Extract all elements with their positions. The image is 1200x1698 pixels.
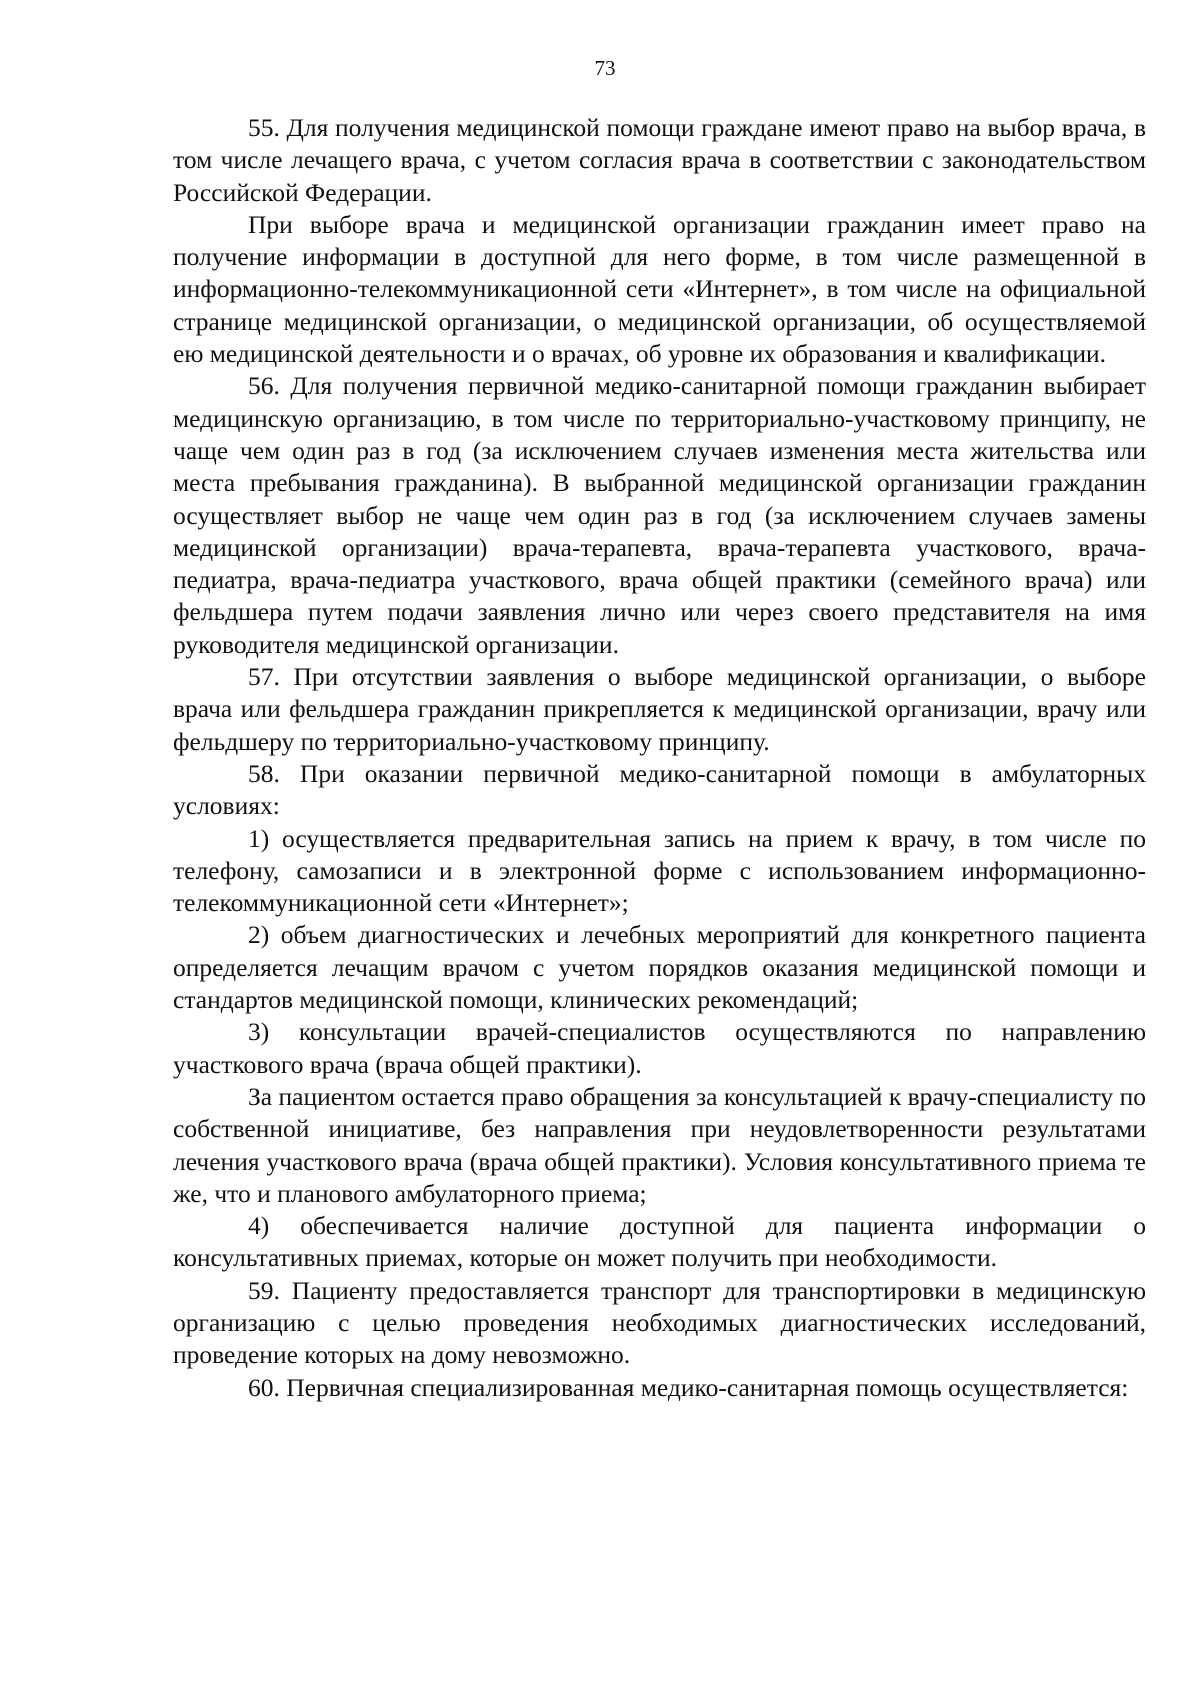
list-item-3: 3) консультации врачей-специалистов осуществляются по направлению участкового врача (врача общей практики). [173,1017,1146,1079]
paragraph-55-continued: При выборе врача и медицинской организации гражданин имеет право на получение информации в доступной для него форме, в том числе размещенной в информационно-телекоммуникационной сети «Интернет», в том числе на официальной странице медицинской организации, о медицинской организации, об осуществляемой ею медицинской деятельности и о врачах, об уровне их образования и квалификации. [173,209,1146,369]
paragraph-58: 58. При оказании первичной медико-санитарной помощи в амбулаторных условиях: [173,758,1146,821]
paragraph-56: 56. Для получения первичной медико-санитарной помощи гражданин выбирает медицинскую организацию, в том числе по территориально-участковому принципу, не чаще чем один раз в год (за исключением случаев изменения места жительства или места пребывания гражданина). В выбранной медицинской организации гражданин осуществляет выбор не чаще чем один раз в год (за исключением случаев замены медицинской организации) врача-терапевта, врача-терапевта участкового, врача-педиатра, врача-педиатра участкового, врача общей практики (семейного врача) или фельдшера путем подачи заявления лично или через своего представителя на имя руководителя медицинской организации. [173,371,1146,659]
document-body [173,112,1146,1404]
list-item-1: 1) осуществляется предварительная запись на прием к врачу, в том числе по телефону, самозаписи и в электронной форме с использованием информационно-телекоммуникационной сети «Интернет»; [173,823,1146,918]
paragraph-57: 57. При отсутствии заявления о выборе медицинской организации, о выборе врача или фельдшера гражданин прикрепляется к медицинской организации, врачу или фельдшеру по территориально-участковому принципу. [173,662,1146,756]
paragraph-55: 55. Для получения медицинской помощи граждане имеют право на выбор врача, в том числе лечащего врача, с учетом согласия врача в соответствии с законодательством Российской Федерации. [173,113,1146,207]
paragraph-59: 59. Пациенту предоставляется транспорт для транспортировки в медицинскую организацию с целью проведения необходимых диагностических исследований, проведение которых на дому невозможно. [173,1275,1146,1370]
list-item-4: 4) обеспечивается наличие доступной для пациента информации о консультативных приемах, которые он может получить при необходимости. [173,1211,1146,1273]
list-item-2: 2) объем диагностических и лечебных мероприятий для конкретного пациента определяется лечащим врачом с учетом порядков оказания медицинской помощи и стандартов медицинской помощи, клинических рекомендаций; [173,920,1146,1015]
page-number: 73 [594,56,616,80]
list-item-3-note: За пациентом остается право обращения за консультацией к врачу-специалисту по собственной инициативе, без направления при неудовлетворенности результатами лечения участкового врача (врача общей практики). Условия консультативного приема те же, что и планового амбулаторного приема; [173,1081,1146,1208]
paragraph-60: 60. Первичная специализированная медико-санитарная помощь осуществляется: [248,1372,1129,1402]
